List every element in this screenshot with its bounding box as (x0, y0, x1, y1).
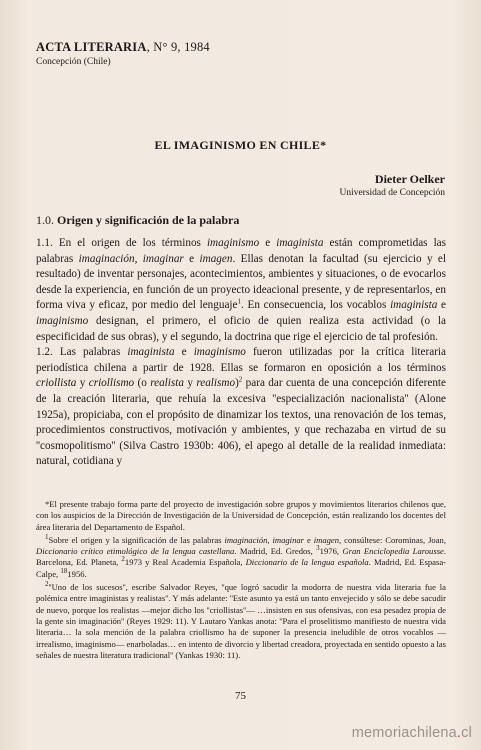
text-run: para dar cuenta de una concepción diferente de la creación literaria, que rehuía la excesiva ''especialización nacionalista'' (Alone 1925a), propiciaba, con el propósito de dinamizar los textos, una renovación de los temas, procedimientos constructivos, motivación y ambientes, y que rechazaba en virtud de su ''cosmopolitismo'' (Silva Castro 1930b: 406), el apego al detalle de la realidad inmediata: natural, cotidiana y (36, 377, 447, 468)
italic-term: imaginista (390, 299, 438, 312)
text-run: e (174, 346, 194, 359)
text-run: 1.1. En el origen de los términos (36, 237, 207, 249)
footnotes (36, 499, 446, 663)
text-run: 1.2. Las palabras (36, 346, 128, 359)
italic-term: imagen (199, 252, 233, 265)
italic-term: imaginismo (193, 346, 246, 359)
italic-term: Gran Enciclopedia Larousse (342, 546, 444, 557)
text-run: e (183, 252, 200, 265)
text-run: y (183, 377, 197, 390)
section-number: 1.0. (36, 213, 54, 227)
page-number: 75 (235, 690, 246, 702)
footnote-1 (36, 535, 446, 580)
watermark-tld: cl (461, 725, 472, 741)
italic-term: imaginismo (36, 314, 89, 327)
author-affiliation: Universidad de Concepción (339, 188, 445, 198)
paragraph-1-2 (36, 345, 446, 470)
paragraph-1-1 (36, 236, 446, 345)
watermark-dot: . (456, 725, 462, 741)
text-run: ''Uno de los sucesos'', escribe Salvador Reyes, ''que logró sacudir la modorra de nuestra vida literaria fue la polémica entre imaginistas y realistas''. Y más adelante: ''Este asunto ya está un tanto envejecido y sólo se debe sacudir de nuevo, porque los realistas —mejor dicho los ''criollistas''— …insisten en sus ofensivas, con esa pesadez propia de la gente sin imaginación'' (Reyes 1929: 11). Y Lautaro Yankas anota: ''Para el proselitismo manifiesto de nuestra vida literaria… la sola mención de la palabra criollismo ha de suponer la presencia ineludible de otros vocablos —irrealismo, imaginismo— enarboladas… en intento de divorcio y libertad creadora, proyectada en sentido opuesto a las señales de nuestra literatura tradicional'' (Yankas 1930: 11). (36, 582, 446, 660)
author-name: Dieter Oelker (374, 172, 445, 186)
italic-term: imaginista (127, 346, 175, 359)
journal-name: ACTA LITERARIA (36, 40, 147, 54)
italic-term: imaginista (276, 237, 324, 249)
text-run: 1956. (67, 568, 87, 579)
footnote-2 (36, 582, 446, 661)
text-run: . En consecuencia, los vocablos (241, 299, 391, 312)
journal-title (36, 40, 210, 55)
author-block (339, 172, 445, 198)
italic-term: imaginismo (206, 237, 260, 249)
article-title: EL IMAGINISMO EN CHILE* (154, 138, 327, 152)
text-run: están comprometidas las palabras (36, 237, 447, 265)
italic-term: criollista (36, 377, 77, 390)
italic-term: imaginación, imaginar (78, 252, 184, 265)
text-run: . Barcelona, Ed. Planeta, (36, 546, 447, 568)
text-run: y (76, 377, 89, 390)
italic-term: Diccionario de la lengua española (245, 557, 369, 568)
italic-term: imagen (313, 534, 340, 545)
journal-place: Concepción (Chile) (36, 57, 111, 67)
text-run: 1976, (319, 546, 343, 557)
text-run: e (304, 534, 314, 545)
text-run: 1973 y Real Academia Española, (124, 557, 246, 568)
edition-marker: 3 (316, 544, 320, 553)
text-run: e (437, 299, 447, 312)
text-run: fueron utilizadas por la crítica literaria periodística chilena a partir de 1928. Ellas se formaron en oposición a los términos (36, 346, 446, 374)
text-run: Sobre el origen y la significación de las palabras (48, 534, 225, 545)
italic-term: realismo (196, 377, 236, 390)
text-run: (o (134, 377, 151, 390)
watermark-text: memoriachilena (351, 725, 457, 741)
text-run: , consúltese: Corominas, Joan, (339, 534, 446, 545)
edition-marker: 2 (121, 555, 125, 564)
italic-term: Diccionario crítico etimológico de la lengua castellana (36, 546, 235, 557)
section-title: Origen y significación de la palabra (57, 213, 240, 227)
footnote-0: *El presente trabajo forma parte del proyecto de investigación sobre grupos y movimientos literarios chilenos que, con los auspicios de la Dirección de Investigación de la Universidad de Concepción, están realizando los docentes del área literaria del Departamento de Español. (36, 499, 446, 532)
journal-issue: , N° 9, 1984 (146, 40, 210, 54)
journal-header (36, 40, 210, 67)
text-run: ) (235, 377, 239, 390)
text-run: . Ellas denotan la facultad (su ejercicio y el resultado) de inventar personajes, acontecimientos, ambientes y situaciones, o de evocarlos desde la experiencia, en función de un proyecto ideacional presente, y de representarlos, en forma viva y eficaz, por medio del lenguaje (36, 252, 446, 312)
italic-term: imaginación, imaginar (224, 534, 305, 545)
text-run: e (259, 237, 277, 249)
watermark-logo (352, 725, 472, 741)
section-heading (36, 213, 239, 228)
footnote-marker: 2 (45, 580, 49, 589)
footnote-marker: 1 (45, 533, 49, 542)
text-run: . Madrid, Ed. Gredos, (234, 546, 317, 557)
body-text (36, 236, 446, 470)
edition-marker: 18 (60, 566, 68, 575)
italic-term: realista (150, 377, 184, 390)
footnote-ref: 2 (238, 375, 243, 384)
italic-term: criollismo (88, 377, 135, 390)
footnote-ref: 1 (237, 297, 242, 306)
text-run: . Madrid, Ed. Espasa-Calpe, (36, 557, 446, 579)
text-run: designan, el primero, el oficio de quien realiza esta actividad (o la especificidad de sus obras), y el segundo, la doctrina que rige el ejercicio de tal profesión. (36, 314, 446, 343)
